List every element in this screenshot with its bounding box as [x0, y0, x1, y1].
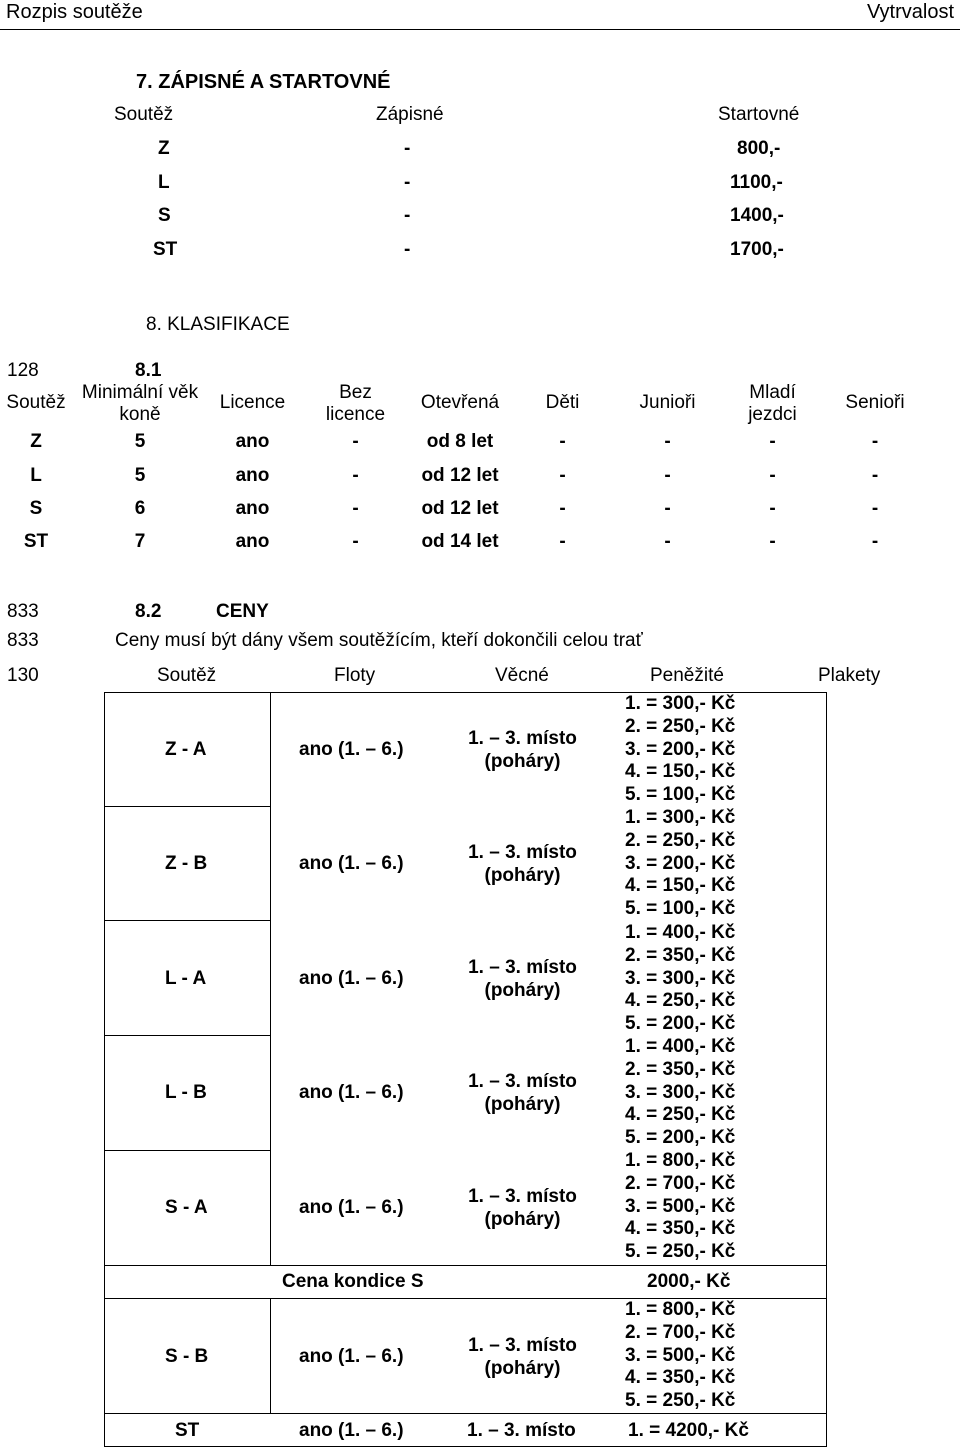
s81-cell: ano [235, 498, 270, 519]
prize-line: 3. = 300,- Kč [625, 1081, 736, 1103]
block-floty: ano (1. – 6.) [299, 1197, 404, 1218]
s81-cell: S [29, 498, 43, 519]
block-comp: S - B [165, 1346, 209, 1367]
table-border-right [826, 692, 827, 1447]
vecne-line: (poháry) [484, 1094, 561, 1115]
vecne-line: 1. – 3. místo [468, 1186, 577, 1207]
st-floty: ano (1. – 6.) [299, 1420, 404, 1441]
vecne-line: (poháry) [484, 1358, 561, 1379]
vecne-line: (poháry) [484, 1209, 561, 1230]
prize-line: 1. = 300,- Kč [625, 693, 736, 714]
s81-header-licence: Licence [219, 392, 286, 413]
prize-line: 5. = 100,- Kč [625, 784, 736, 806]
block-comp: L - A [165, 968, 207, 989]
s81-cell: - [664, 431, 671, 452]
s82-marker2: 833 [7, 630, 39, 651]
kondice-label: Cena kondice S [282, 1271, 424, 1292]
s81-cell: 7 [134, 531, 146, 552]
s81-cell: - [664, 498, 671, 519]
prize-line: 3. = 500,- Kč [625, 1195, 736, 1217]
block-comp: Z - A [165, 739, 207, 760]
block-comp: Z - B [165, 853, 208, 874]
s81-number: 8.1 [135, 360, 162, 381]
block-prizes [625, 693, 755, 807]
s81-cell: - [352, 465, 359, 486]
prize-line: 1. = 800,- Kč [625, 1150, 736, 1171]
prize-line: 4. = 250,- Kč [625, 990, 736, 1012]
table-divider [104, 920, 270, 921]
s81-cell: - [769, 431, 776, 452]
block-floty: ano (1. – 6.) [299, 1346, 404, 1367]
s81-cell: ano [235, 531, 270, 552]
s81-header-min-age: Minimální věk koně [81, 382, 199, 425]
header-rule [0, 29, 960, 30]
s81-cell: - [352, 531, 359, 552]
prize-line: 4. = 150,- Kč [625, 875, 736, 897]
block-prizes [625, 1299, 755, 1413]
s7-header-soutez: Soutěž [114, 104, 174, 125]
s81-header-otevrena: Otevřená [420, 392, 500, 413]
s81-cell: od 8 let [426, 431, 494, 452]
s81-cell: - [664, 531, 671, 552]
s82-header-floty: Floty [334, 665, 376, 686]
block-vecne [455, 1334, 590, 1380]
block-floty: ano (1. – 6.) [299, 853, 404, 874]
s81-cell: - [352, 498, 359, 519]
block-vecne [455, 727, 590, 773]
s7-row-zapisne: - [404, 172, 411, 193]
block-prizes [625, 1150, 755, 1264]
s81-header-mladi-jezdci: Mladí jezdci [748, 382, 797, 425]
s7-row-zapisne: - [404, 138, 411, 159]
table-divider [104, 1413, 827, 1414]
vecne-line: 1. – 3. místo [468, 842, 577, 863]
block-vecne [455, 956, 590, 1002]
s81-cell: od 14 let [421, 531, 499, 552]
prize-line: 2. = 350,- Kč [625, 944, 736, 966]
s81-cell: - [559, 465, 566, 486]
s81-cell: - [352, 431, 359, 452]
s81-header-soutez: Soutěž [6, 392, 66, 413]
prize-line: 2. = 250,- Kč [625, 829, 736, 851]
header-left: Rozpis soutěže [6, 1, 143, 23]
s81-cell: od 12 let [421, 498, 499, 519]
vecne-line: (poháry) [484, 751, 561, 772]
s81-cell: - [559, 431, 566, 452]
s81-header-seniori: Senioři [845, 392, 905, 413]
s81-header-bez-licence: Bez licence [325, 382, 386, 425]
s81-cell: ano [235, 431, 270, 452]
s81-header-juniori: Junioři [639, 392, 696, 413]
vecne-line: (poháry) [484, 980, 561, 1001]
vecne-line: 1. – 3. místo [468, 1335, 577, 1356]
s7-row-comp: L [158, 172, 170, 193]
s81-cell: od 12 let [421, 465, 499, 486]
prize-line: 5. = 100,- Kč [625, 898, 736, 920]
vecne-line: 1. – 3. místo [468, 957, 577, 978]
prize-line: 1. = 300,- Kč [625, 807, 736, 828]
s82-header-soutez: Soutěž [157, 665, 217, 686]
block-prizes [625, 807, 755, 921]
s7-row-zapisne: - [404, 239, 411, 260]
s81-cell: - [871, 431, 879, 452]
prize-line: 2. = 350,- Kč [625, 1058, 736, 1080]
s81-cell: - [871, 531, 879, 552]
prize-line: 1. = 400,- Kč [625, 922, 736, 943]
s81-cell: - [769, 465, 776, 486]
prize-line: 4. = 350,- Kč [625, 1367, 736, 1389]
s7-header-startovne: Startovné [718, 104, 800, 125]
block-floty: ano (1. – 6.) [299, 1082, 404, 1103]
table-border-bottom [104, 1446, 827, 1447]
prize-line: 5. = 200,- Kč [625, 1013, 736, 1035]
s81-cell: 5 [134, 431, 146, 452]
block-vecne [455, 841, 590, 887]
s7-row-startovne: 1700,- [730, 239, 784, 260]
s7-row-startovne: 1400,- [730, 205, 784, 226]
st-prize: 1. = 4200,- Kč [628, 1420, 749, 1441]
s7-row-zapisne: - [404, 205, 411, 226]
s7-row-comp: S [158, 205, 171, 226]
s82-marker3: 130 [7, 665, 39, 686]
s81-cell: ano [235, 465, 270, 486]
s7-header-zapisne: Zápisné [376, 104, 444, 125]
s82-marker1: 833 [7, 601, 39, 622]
kondice-value: 2000,- Kč [647, 1271, 731, 1292]
block-vecne [455, 1070, 590, 1116]
prize-line: 1. = 800,- Kč [625, 1299, 736, 1320]
prize-line: 3. = 500,- Kč [625, 1344, 736, 1366]
s81-cell: - [664, 465, 671, 486]
s81-header-deti: Děti [545, 392, 580, 413]
prize-line: 2. = 700,- Kč [625, 1321, 736, 1343]
prize-line: 4. = 150,- Kč [625, 761, 736, 783]
vecne-line: 1. – 3. místo [468, 1071, 577, 1092]
prize-line: 3. = 200,- Kč [625, 852, 736, 874]
s81-cell: - [871, 465, 879, 486]
s7-row-startovne: 1100,- [730, 172, 783, 193]
st-comp: ST [175, 1420, 200, 1441]
s7-row-comp: Z [158, 138, 170, 159]
s81-cell: 5 [134, 465, 146, 486]
s81-cell: - [769, 531, 776, 552]
s82-title: CENY [216, 601, 269, 622]
prize-line: 5. = 200,- Kč [625, 1127, 736, 1149]
block-floty: ano (1. – 6.) [299, 968, 404, 989]
table-divider [104, 1265, 827, 1266]
s81-cell: - [559, 531, 566, 552]
block-comp: S - A [165, 1197, 208, 1218]
s81-cell: - [871, 498, 879, 519]
s81-marker: 128 [7, 360, 39, 381]
prize-line: 4. = 250,- Kč [625, 1104, 736, 1126]
table-divider [270, 1298, 271, 1413]
prize-line: 2. = 700,- Kč [625, 1172, 736, 1194]
st-vecne: 1. – 3. místo [467, 1420, 576, 1441]
block-prizes [625, 1036, 755, 1150]
s81-cell: - [559, 498, 566, 519]
table-divider [270, 692, 271, 1265]
prize-line: 5. = 250,- Kč [625, 1390, 736, 1412]
block-vecne [455, 1185, 590, 1231]
s81-cell: Z [30, 431, 42, 452]
s82-note: Ceny musí být dány všem soutěžícím, kteří dokončili celou trať [115, 630, 643, 651]
prize-line: 1. = 400,- Kč [625, 1036, 736, 1057]
table-divider [104, 806, 270, 807]
s81-cell: 6 [134, 498, 146, 519]
s81-cell: - [769, 498, 776, 519]
s7-row-comp: ST [153, 239, 178, 260]
block-prizes [625, 922, 755, 1036]
block-floty: ano (1. – 6.) [299, 739, 404, 760]
prize-line: 3. = 300,- Kč [625, 967, 736, 989]
s82-header-plakety: Plakety [818, 665, 881, 686]
prize-line: 4. = 350,- Kč [625, 1218, 736, 1240]
section7-title: 7. ZÁPISNÉ A STARTOVNÉ [136, 71, 391, 93]
vecne-line: 1. – 3. místo [468, 728, 577, 749]
prize-line: 5. = 250,- Kč [625, 1241, 736, 1263]
block-comp: L - B [165, 1082, 207, 1103]
prize-line: 3. = 200,- Kč [625, 738, 736, 760]
s81-cell: ST [23, 531, 49, 552]
vecne-line: (poháry) [484, 865, 561, 886]
section8-title: 8. KLASIFIKACE [146, 314, 290, 335]
s81-cell: L [30, 465, 42, 486]
prize-line: 2. = 250,- Kč [625, 715, 736, 737]
s82-number: 8.2 [135, 601, 162, 622]
s82-header-vecne: Věcné [495, 665, 549, 686]
header-right: Vytrvalost [866, 1, 954, 23]
table-divider [104, 1035, 270, 1036]
s7-row-startovne: 800,- [737, 138, 781, 159]
s82-header-penezite: Peněžité [650, 665, 724, 686]
table-divider [104, 1150, 270, 1151]
